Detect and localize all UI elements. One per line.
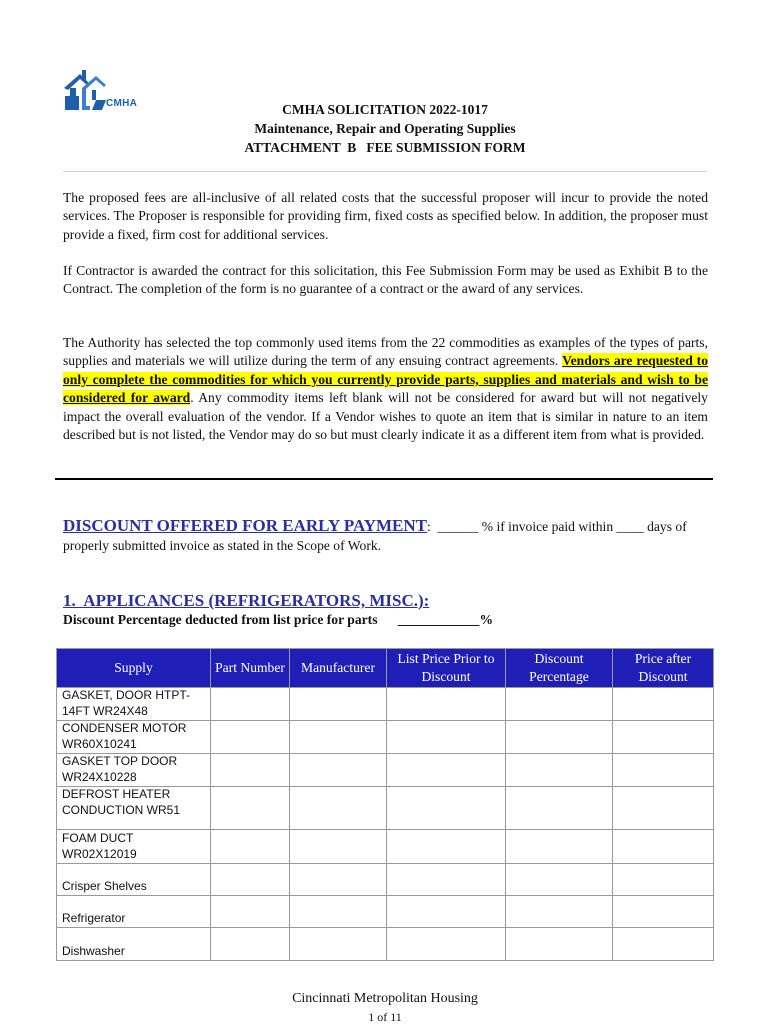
part-number-cell[interactable] (211, 787, 290, 830)
price-after-discount-cell[interactable] (613, 830, 714, 864)
list-price-cell[interactable] (387, 896, 506, 928)
price-after-discount-cell[interactable] (613, 688, 714, 721)
manufacturer-cell[interactable] (290, 688, 387, 721)
supply-cell: GASKET TOP DOOR WR24X10228 (57, 754, 211, 787)
col-header-manufacturer: Manufacturer (290, 649, 387, 688)
header-divider (63, 171, 706, 172)
early-payment-discount (63, 516, 713, 555)
manufacturer-cell[interactable] (290, 787, 387, 830)
supply-cell: Crisper Shelves (57, 864, 211, 896)
manufacturer-cell[interactable] (290, 830, 387, 864)
discount-percentage-cell[interactable] (506, 787, 613, 830)
solicitation-subject: Maintenance, Repair and Operating Supplies (254, 121, 516, 136)
table-row (57, 864, 714, 896)
price-after-discount-cell[interactable] (613, 864, 714, 896)
part-number-cell[interactable] (211, 721, 290, 754)
list-price-cell[interactable] (387, 864, 506, 896)
col-header-part-number: Part Number (211, 649, 290, 688)
section-divider (55, 478, 713, 480)
discount-percentage-cell[interactable] (506, 896, 613, 928)
price-after-discount-cell[interactable] (613, 896, 714, 928)
col-header-list-price: List Price Prior to Discount (387, 649, 506, 688)
discount-text: : ______ % if invoice paid within ____ days of properly submitted invoice as stated in the Scope of Work. (63, 519, 691, 553)
intro-p3-start: The Authority has selected the top commonly used items from the 22 commodities as examples of the types of parts, supplies and materials we will utilize during the term of any ensuing contract agreements. (63, 335, 708, 369)
discount-percentage-cell[interactable] (506, 830, 613, 864)
price-after-discount-cell[interactable] (613, 754, 714, 787)
list-price-cell[interactable] (387, 830, 506, 864)
supply-cell: FOAM DUCT WR02X12019 (57, 830, 211, 864)
supply-cell: Dishwasher (57, 928, 211, 961)
part-number-cell[interactable] (211, 928, 290, 961)
part-number-cell[interactable] (211, 830, 290, 864)
price-after-discount-cell[interactable] (613, 721, 714, 754)
table-row (57, 830, 714, 864)
intro-paragraph-3 (63, 334, 708, 444)
list-price-cell[interactable] (387, 928, 506, 961)
table-row (57, 688, 714, 721)
discount-percentage-cell[interactable] (506, 928, 613, 961)
logo-text: CMHA (106, 98, 138, 109)
part-number-cell[interactable] (211, 896, 290, 928)
footer-org: Cincinnati Metropolitan Housing (292, 991, 478, 1006)
document-header (0, 100, 770, 157)
list-price-cell[interactable] (387, 787, 506, 830)
page-footer (0, 990, 770, 1026)
discount-percentage-cell[interactable] (506, 721, 613, 754)
supply-cell: CONDENSER MOTOR WR60X10241 (57, 721, 211, 754)
manufacturer-cell[interactable] (290, 754, 387, 787)
list-price-cell[interactable] (387, 688, 506, 721)
supply-cell: DEFROST HEATER CONDUCTION WR51 (57, 787, 211, 830)
table-row (57, 928, 714, 961)
solicitation-number: CMHA SOLICITATION 2022-1017 (282, 102, 488, 117)
table-row (57, 787, 714, 830)
section-1-discount-line: Discount Percentage deducted from list price for parts ____________% (63, 612, 494, 627)
price-after-discount-cell[interactable] (613, 928, 714, 961)
col-header-price-after-discount: Price after Discount (613, 649, 714, 688)
list-price-cell[interactable] (387, 754, 506, 787)
intro-p3-end: . Any commodity items left blank will not be considered for award but will not negatively impact the overall evaluation of the vendor. If a Vendor wishes to quote an item that is similar in nature to an item described but is not listed, the Vendor may do so but must clearly indicate it as a different item from what is provided. (63, 390, 708, 443)
manufacturer-cell[interactable] (290, 721, 387, 754)
intro-paragraph-1: The proposed fees are all-inclusive of all related costs that the successful proposer will incur to provide the noted services. The Proposer is responsible for providing firm, fixed costs as specified below. In addition, the proposer must provide a fixed, firm cost for additional services. (63, 190, 708, 242)
col-header-supply: Supply (57, 649, 211, 688)
list-price-cell[interactable] (387, 721, 506, 754)
manufacturer-cell[interactable] (290, 928, 387, 961)
discount-percentage-cell[interactable] (506, 864, 613, 896)
discount-title: DISCOUNT OFFERED FOR EARLY PAYMENT (63, 516, 427, 535)
part-number-cell[interactable] (211, 754, 290, 787)
vendor-instruction-highlight: Vendors are requested to only complete the commodities for which you currently provide parts, supplies and materials and wish to be considered for award (63, 353, 708, 406)
table-row (57, 896, 714, 928)
col-header-discount-percentage: Discount Percentage (506, 649, 613, 688)
appliances-fee-table (56, 648, 714, 961)
discount-percentage-cell[interactable] (506, 754, 613, 787)
part-number-cell[interactable] (211, 864, 290, 896)
table-row (57, 721, 714, 754)
discount-percentage-cell[interactable] (506, 688, 613, 721)
manufacturer-cell[interactable] (290, 864, 387, 896)
intro-paragraph-2: If Contractor is awarded the contract for this solicitation, this Fee Submission Form may be used as Exhibit B to the Contract. The completion of the form is no guarantee of a contract or the award of any services. (63, 263, 708, 297)
section-1-title: 1. APPLICANCES (REFRIGERATORS, MISC.): (63, 591, 430, 610)
table-row (57, 754, 714, 787)
part-number-cell[interactable] (211, 688, 290, 721)
table-header-row (57, 649, 714, 688)
manufacturer-cell[interactable] (290, 896, 387, 928)
price-after-discount-cell[interactable] (613, 787, 714, 830)
supply-cell: Refrigerator (57, 896, 211, 928)
attachment-title: ATTACHMENT B FEE SUBMISSION FORM (244, 140, 526, 155)
supply-cell: GASKET, DOOR HTPT-14FT WR24X48 (57, 688, 211, 721)
page-number: 1 of 11 (368, 1010, 402, 1024)
